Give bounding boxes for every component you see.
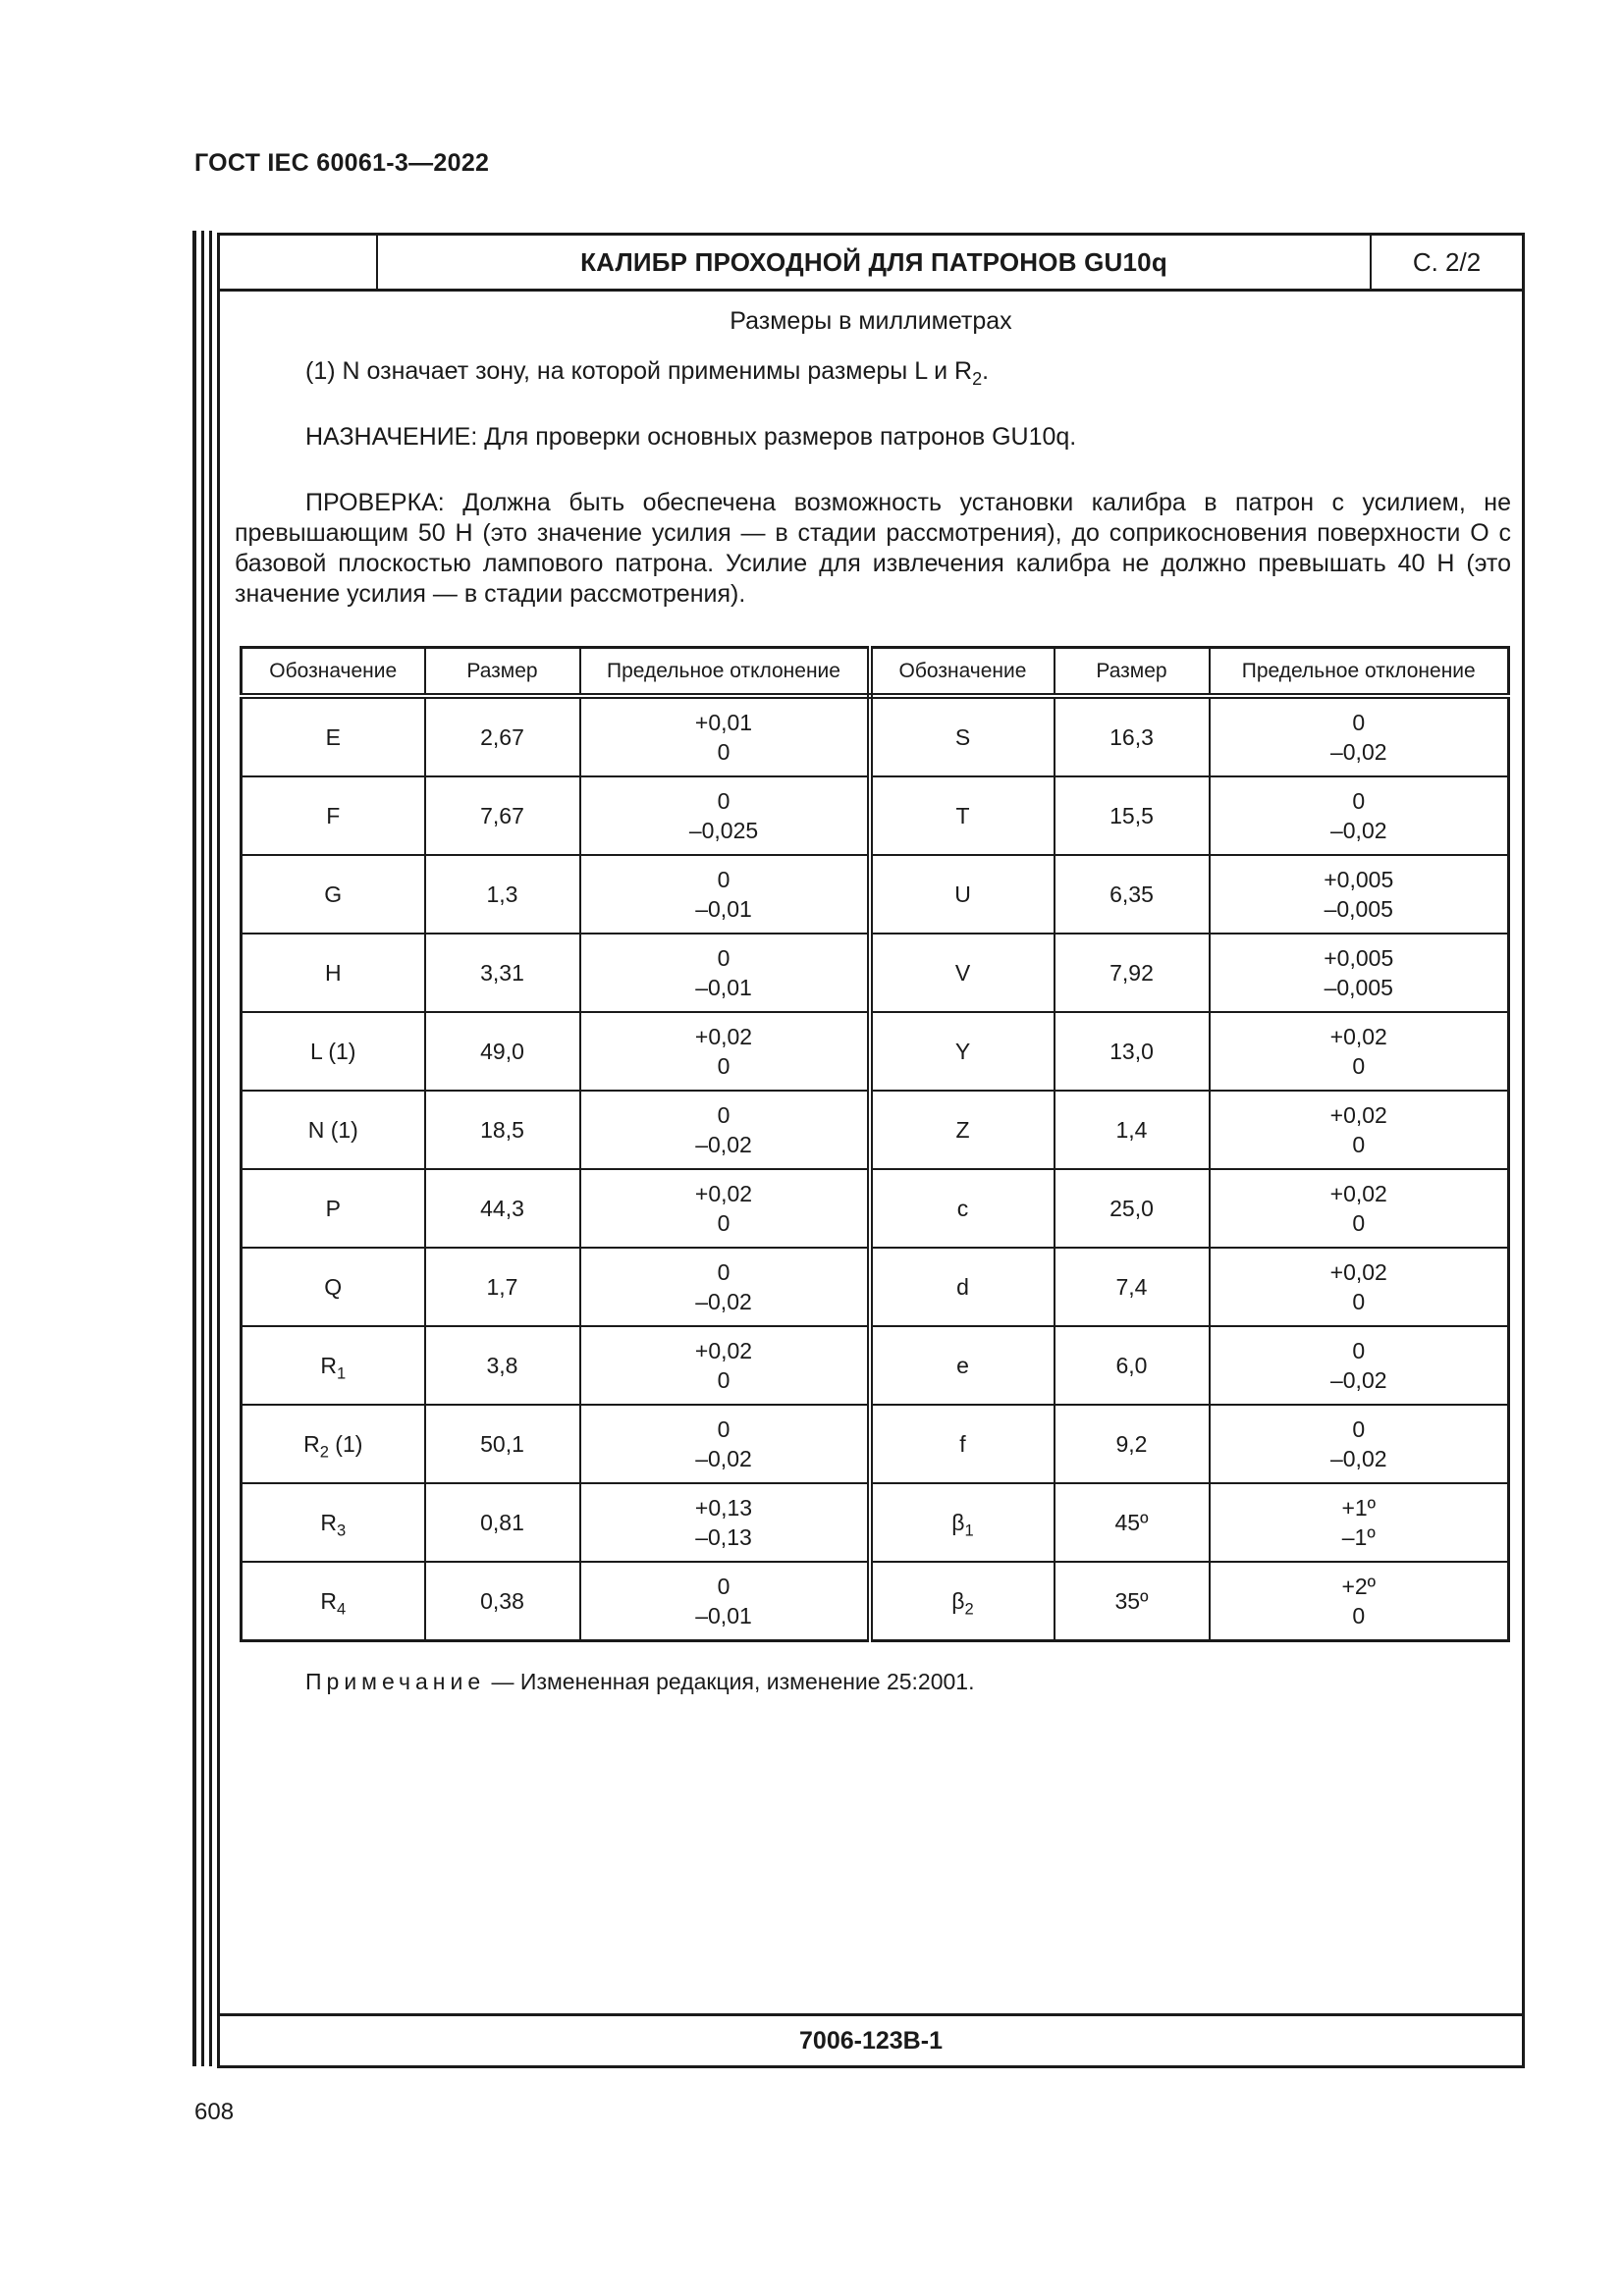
size-cell: 9,2: [1055, 1405, 1210, 1483]
table-row: [242, 1483, 1509, 1562]
size-cell: 44,3: [425, 1169, 580, 1248]
size-cell: 0,81: [425, 1483, 580, 1562]
tolerance-cell: 0 –0,02: [1210, 1326, 1509, 1405]
size-cell: 1,4: [1055, 1091, 1210, 1169]
table-row: [242, 1012, 1509, 1091]
designation-cell: Z: [870, 1091, 1055, 1169]
sheet-frame: [217, 233, 1525, 2068]
sheet-code: 7006-123В-1: [220, 2013, 1522, 2065]
column-header: Размер: [1055, 648, 1210, 697]
tolerance-cell: +0,02 0: [1210, 1169, 1509, 1248]
document-header: ГОСТ IEC 60061-3—2022: [194, 149, 490, 177]
column-header: Размер: [425, 648, 580, 697]
size-cell: 2,67: [425, 696, 580, 776]
designation-cell: U: [870, 855, 1055, 934]
size-cell: 1,3: [425, 855, 580, 934]
size-cell: 13,0: [1055, 1012, 1210, 1091]
note-text: — Измененная редакция, изменение 25:2001.: [485, 1669, 975, 1694]
designation-cell: f: [870, 1405, 1055, 1483]
tolerance-cell: 0 –0,02: [580, 1091, 870, 1169]
designation-cell: L (1): [242, 1012, 425, 1091]
tolerance-cell: +0,005 –0,005: [1210, 934, 1509, 1012]
tolerance-cell: +0,02 0: [580, 1012, 870, 1091]
table-row: [242, 934, 1509, 1012]
tolerance-cell: +1º –1º: [1210, 1483, 1509, 1562]
size-cell: 25,0: [1055, 1169, 1210, 1248]
tolerance-cell: +0,02 0: [580, 1326, 870, 1405]
tolerance-cell: 0 –0,02: [1210, 696, 1509, 776]
size-cell: 49,0: [425, 1012, 580, 1091]
size-cell: 3,31: [425, 934, 580, 1012]
tolerance-cell: 0 –0,01: [580, 934, 870, 1012]
sheet-title: КАЛИБР ПРОХОДНОЙ ДЛЯ ПАТРОНОВ GU10q: [580, 246, 1167, 277]
tolerance-cell: +0,005 –0,005: [1210, 855, 1509, 934]
designation-cell: Y: [870, 1012, 1055, 1091]
size-cell: 35º: [1055, 1562, 1210, 1641]
sheet-page-indicator: С. 2/2: [1370, 236, 1522, 289]
table-row: [242, 696, 1509, 776]
column-header: Обозначение: [242, 648, 425, 697]
note-label: Примечание: [305, 1669, 486, 1694]
table-header-row: [242, 648, 1509, 697]
tolerance-cell: 0 –0,02: [580, 1248, 870, 1326]
size-cell: 0,38: [425, 1562, 580, 1641]
tolerance-cell: +0,02 0: [1210, 1012, 1509, 1091]
tolerance-cell: 0 –0,02: [580, 1405, 870, 1483]
designation-cell: $\beta_1$: [870, 1483, 1055, 1562]
size-cell: 15,5: [1055, 776, 1210, 855]
table-row: [242, 1169, 1509, 1248]
designation-cell: $R_3$: [242, 1483, 425, 1562]
size-cell: 6,35: [1055, 855, 1210, 934]
tolerance-cell: 0 –0,025: [580, 776, 870, 855]
column-header: Предельное отклонение: [580, 648, 870, 697]
size-cell: 16,3: [1055, 696, 1210, 776]
title-row: [220, 236, 1522, 292]
designation-cell: E: [242, 696, 425, 776]
size-cell: 18,5: [425, 1091, 580, 1169]
check-paragraph: ПРОВЕРКА: Должна быть обеспечена возможность установки калибра в патрон с усилием, не превышающим 50 Н (это значение усилия — в стадии рассмотрения), до соприкосновения поверхности О с базовой плоскостью лампового патрона. Усилие для извлечения калибра не должно превышать 40 Н (это значение усилия — в стадии рассмотрения).: [235, 489, 1511, 608]
size-cell: 7,4: [1055, 1248, 1210, 1326]
tolerance-cell: +0,02 0: [1210, 1091, 1509, 1169]
designation-cell: $R_1$: [242, 1326, 425, 1405]
zone-note: (1) N означает зону, на которой применимы размеры L и $R_2$.: [305, 357, 990, 389]
tolerance-cell: 0 –0,01: [580, 855, 870, 934]
title-blank-cell: [220, 236, 378, 289]
designation-cell: $\beta_2$: [870, 1562, 1055, 1641]
designation-cell: Q: [242, 1248, 425, 1326]
size-cell: 6,0: [1055, 1326, 1210, 1405]
designation-cell: c: [870, 1169, 1055, 1248]
table-row: [242, 1091, 1509, 1169]
designation-cell: S: [870, 696, 1055, 776]
table-row: [242, 1405, 1509, 1483]
designation-cell: V: [870, 934, 1055, 1012]
designation-cell: N (1): [242, 1091, 425, 1169]
tolerance-cell: +2º 0: [1210, 1562, 1509, 1641]
purpose-paragraph: НАЗНАЧЕНИЕ: Для проверки основных размеров патронов GU10q.: [305, 423, 1077, 451]
size-cell: 3,8: [425, 1326, 580, 1405]
table-row: [242, 776, 1509, 855]
margin-line: [209, 231, 212, 2066]
size-cell: 7,67: [425, 776, 580, 855]
designation-cell: H: [242, 934, 425, 1012]
size-cell: 45º: [1055, 1483, 1210, 1562]
margin-line: [192, 231, 196, 2066]
table-row: [242, 1248, 1509, 1326]
tolerance-cell: 0 –0,01: [580, 1562, 870, 1641]
column-header: Обозначение: [870, 648, 1055, 697]
table-row: [242, 1326, 1509, 1405]
table-row: [242, 855, 1509, 934]
column-header: Предельное отклонение: [1210, 648, 1509, 697]
tolerance-cell: +0,02 0: [1210, 1248, 1509, 1326]
margin-line: [201, 231, 204, 2066]
designation-cell: e: [870, 1326, 1055, 1405]
designation-cell: d: [870, 1248, 1055, 1326]
tolerance-cell: +0,13 –0,13: [580, 1483, 870, 1562]
designation-cell: $R_4$: [242, 1562, 425, 1641]
tolerance-cell: +0,02 0: [580, 1169, 870, 1248]
tolerance-cell: +0,01 0: [580, 696, 870, 776]
designation-cell: F: [242, 776, 425, 855]
table-note: [305, 1669, 975, 1695]
dimensions-table: [240, 646, 1510, 1642]
size-cell: 50,1: [425, 1405, 580, 1483]
designation-cell: G: [242, 855, 425, 934]
size-cell: 7,92: [1055, 934, 1210, 1012]
units-caption: Размеры в миллиметрах: [730, 307, 1012, 335]
table-row: [242, 1562, 1509, 1641]
size-cell: 1,7: [425, 1248, 580, 1326]
page-number: 608: [194, 2099, 235, 2125]
tolerance-cell: 0 –0,02: [1210, 776, 1509, 855]
tolerance-cell: 0 –0,02: [1210, 1405, 1509, 1483]
designation-cell: $R_2$ (1): [242, 1405, 425, 1483]
designation-cell: T: [870, 776, 1055, 855]
designation-cell: P: [242, 1169, 425, 1248]
